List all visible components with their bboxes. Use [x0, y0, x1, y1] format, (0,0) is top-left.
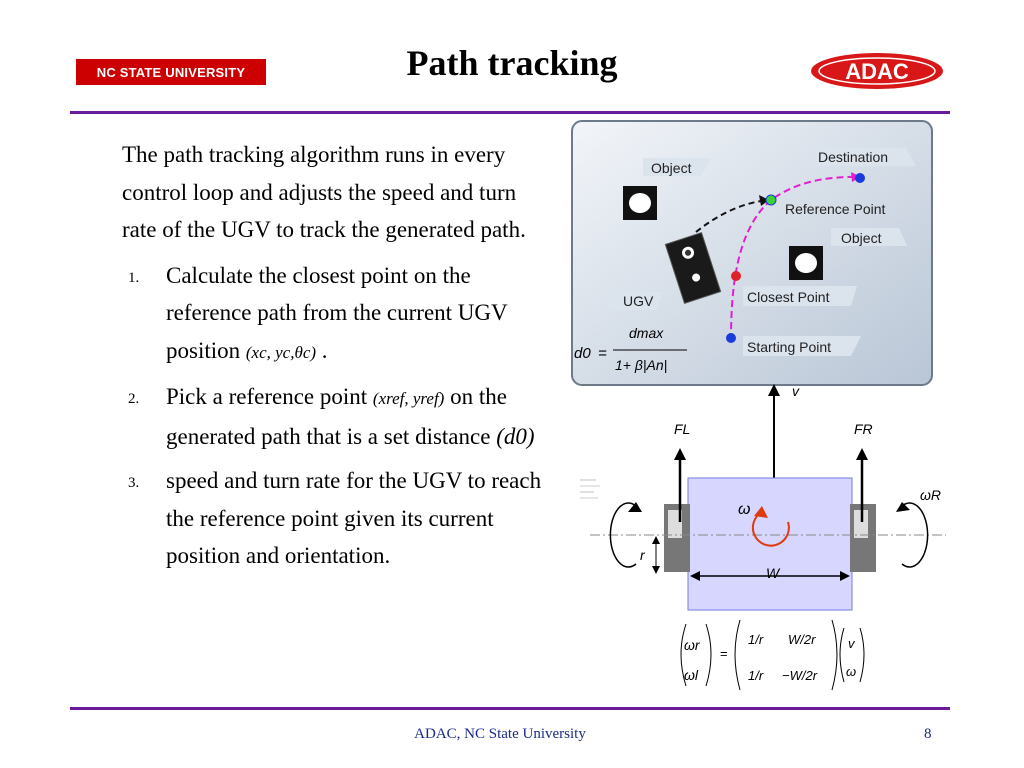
list-number: 2. — [128, 391, 140, 407]
matrix-rhs-top: v — [848, 636, 855, 651]
reference-point — [766, 195, 776, 205]
kinematics-matrix — [681, 620, 864, 690]
right-wheel-omega-label: ωR — [920, 487, 942, 503]
formula-lhs: d0 — [574, 345, 591, 362]
matrix-rhs-bottom: ω — [846, 664, 857, 679]
intro-paragraph: The path tracking algorithm runs in every control loop and adjusts the speed and turn rate of the UGV to track the generated path. — [122, 142, 526, 242]
right-force-label: FR — [854, 421, 873, 437]
list-item-1 — [122, 257, 552, 372]
formula-equals: = — [598, 345, 607, 362]
adac-logo-text: ADAC — [845, 59, 909, 84]
radius-arrowhead-top — [652, 536, 660, 544]
slide-title: Path tracking — [406, 43, 618, 83]
object2-label: Object — [841, 230, 882, 246]
distance-symbol: (d0) — [496, 423, 535, 449]
destination-label: Destination — [818, 149, 889, 165]
reference-point-label: Reference Point — [785, 201, 886, 217]
left-force-arrowhead — [674, 448, 686, 460]
list-text: Calculate the closest point on the reference path from the current UGV position — [166, 262, 508, 363]
starting-point-label: Starting Point — [747, 339, 832, 355]
list-tail: on the generated path that is a set distance — [166, 384, 507, 449]
vehicle-force-diagram — [576, 382, 950, 698]
list-text: speed and turn rate for the UGV to reach the reference point given its current position and orientation. — [166, 468, 542, 568]
velocity-arrowhead — [768, 384, 780, 396]
left-force-label: FL — [674, 421, 691, 437]
matrix-m22: −W/2r — [782, 668, 818, 683]
reference-tuple: (xref, yref) — [372, 389, 445, 408]
small-artifact — [580, 480, 600, 498]
list-number: 1. — [128, 269, 140, 286]
right-force-arrowhead — [856, 448, 868, 460]
formula-numerator: dmax — [629, 325, 664, 341]
list-text: Pick a reference point — [166, 384, 373, 409]
radius-arrowhead-bottom — [652, 566, 660, 574]
object-label: Object — [651, 160, 692, 176]
closest-point — [731, 271, 741, 281]
ugv-label: UGV — [623, 293, 654, 309]
ncsu-logo: NC STATE UNIVERSITY — [76, 59, 266, 85]
velocity-label: v — [792, 383, 799, 399]
object-obstacle-hole — [629, 193, 651, 213]
footer-divider — [70, 707, 950, 710]
vehicle-body — [688, 478, 852, 610]
rotation-label: ω — [738, 501, 751, 518]
matrix-lhs-bottom: ωl — [684, 667, 699, 683]
list-tail: . — [316, 337, 328, 363]
width-label: W — [766, 565, 780, 581]
matrix-equals: = — [720, 646, 728, 661]
body-text — [122, 136, 552, 582]
path-tracking-diagram — [571, 120, 933, 386]
matrix-m12: W/2r — [788, 632, 816, 647]
adac-logo — [810, 52, 944, 90]
footer-text: ADAC, NC State University — [414, 726, 586, 742]
formula-denominator: 1+ β|An| — [615, 357, 668, 373]
matrix-m21: 1/r — [748, 668, 764, 683]
starting-point — [726, 333, 736, 343]
matrix-lhs-top: ωr — [684, 637, 700, 653]
list-number: 3. — [128, 475, 140, 491]
list-item-3 — [122, 462, 552, 575]
header-divider — [70, 111, 950, 114]
destination-point — [855, 173, 865, 183]
closest-point-label: Closest Point — [747, 289, 830, 305]
matrix-m11: 1/r — [748, 632, 764, 647]
position-tuple: (xc, yc,θc) — [245, 342, 317, 362]
list-item-2 — [122, 378, 552, 455]
radius-label: r — [640, 547, 645, 563]
object2-obstacle-hole — [795, 253, 817, 273]
page-number: 8 — [924, 726, 932, 742]
